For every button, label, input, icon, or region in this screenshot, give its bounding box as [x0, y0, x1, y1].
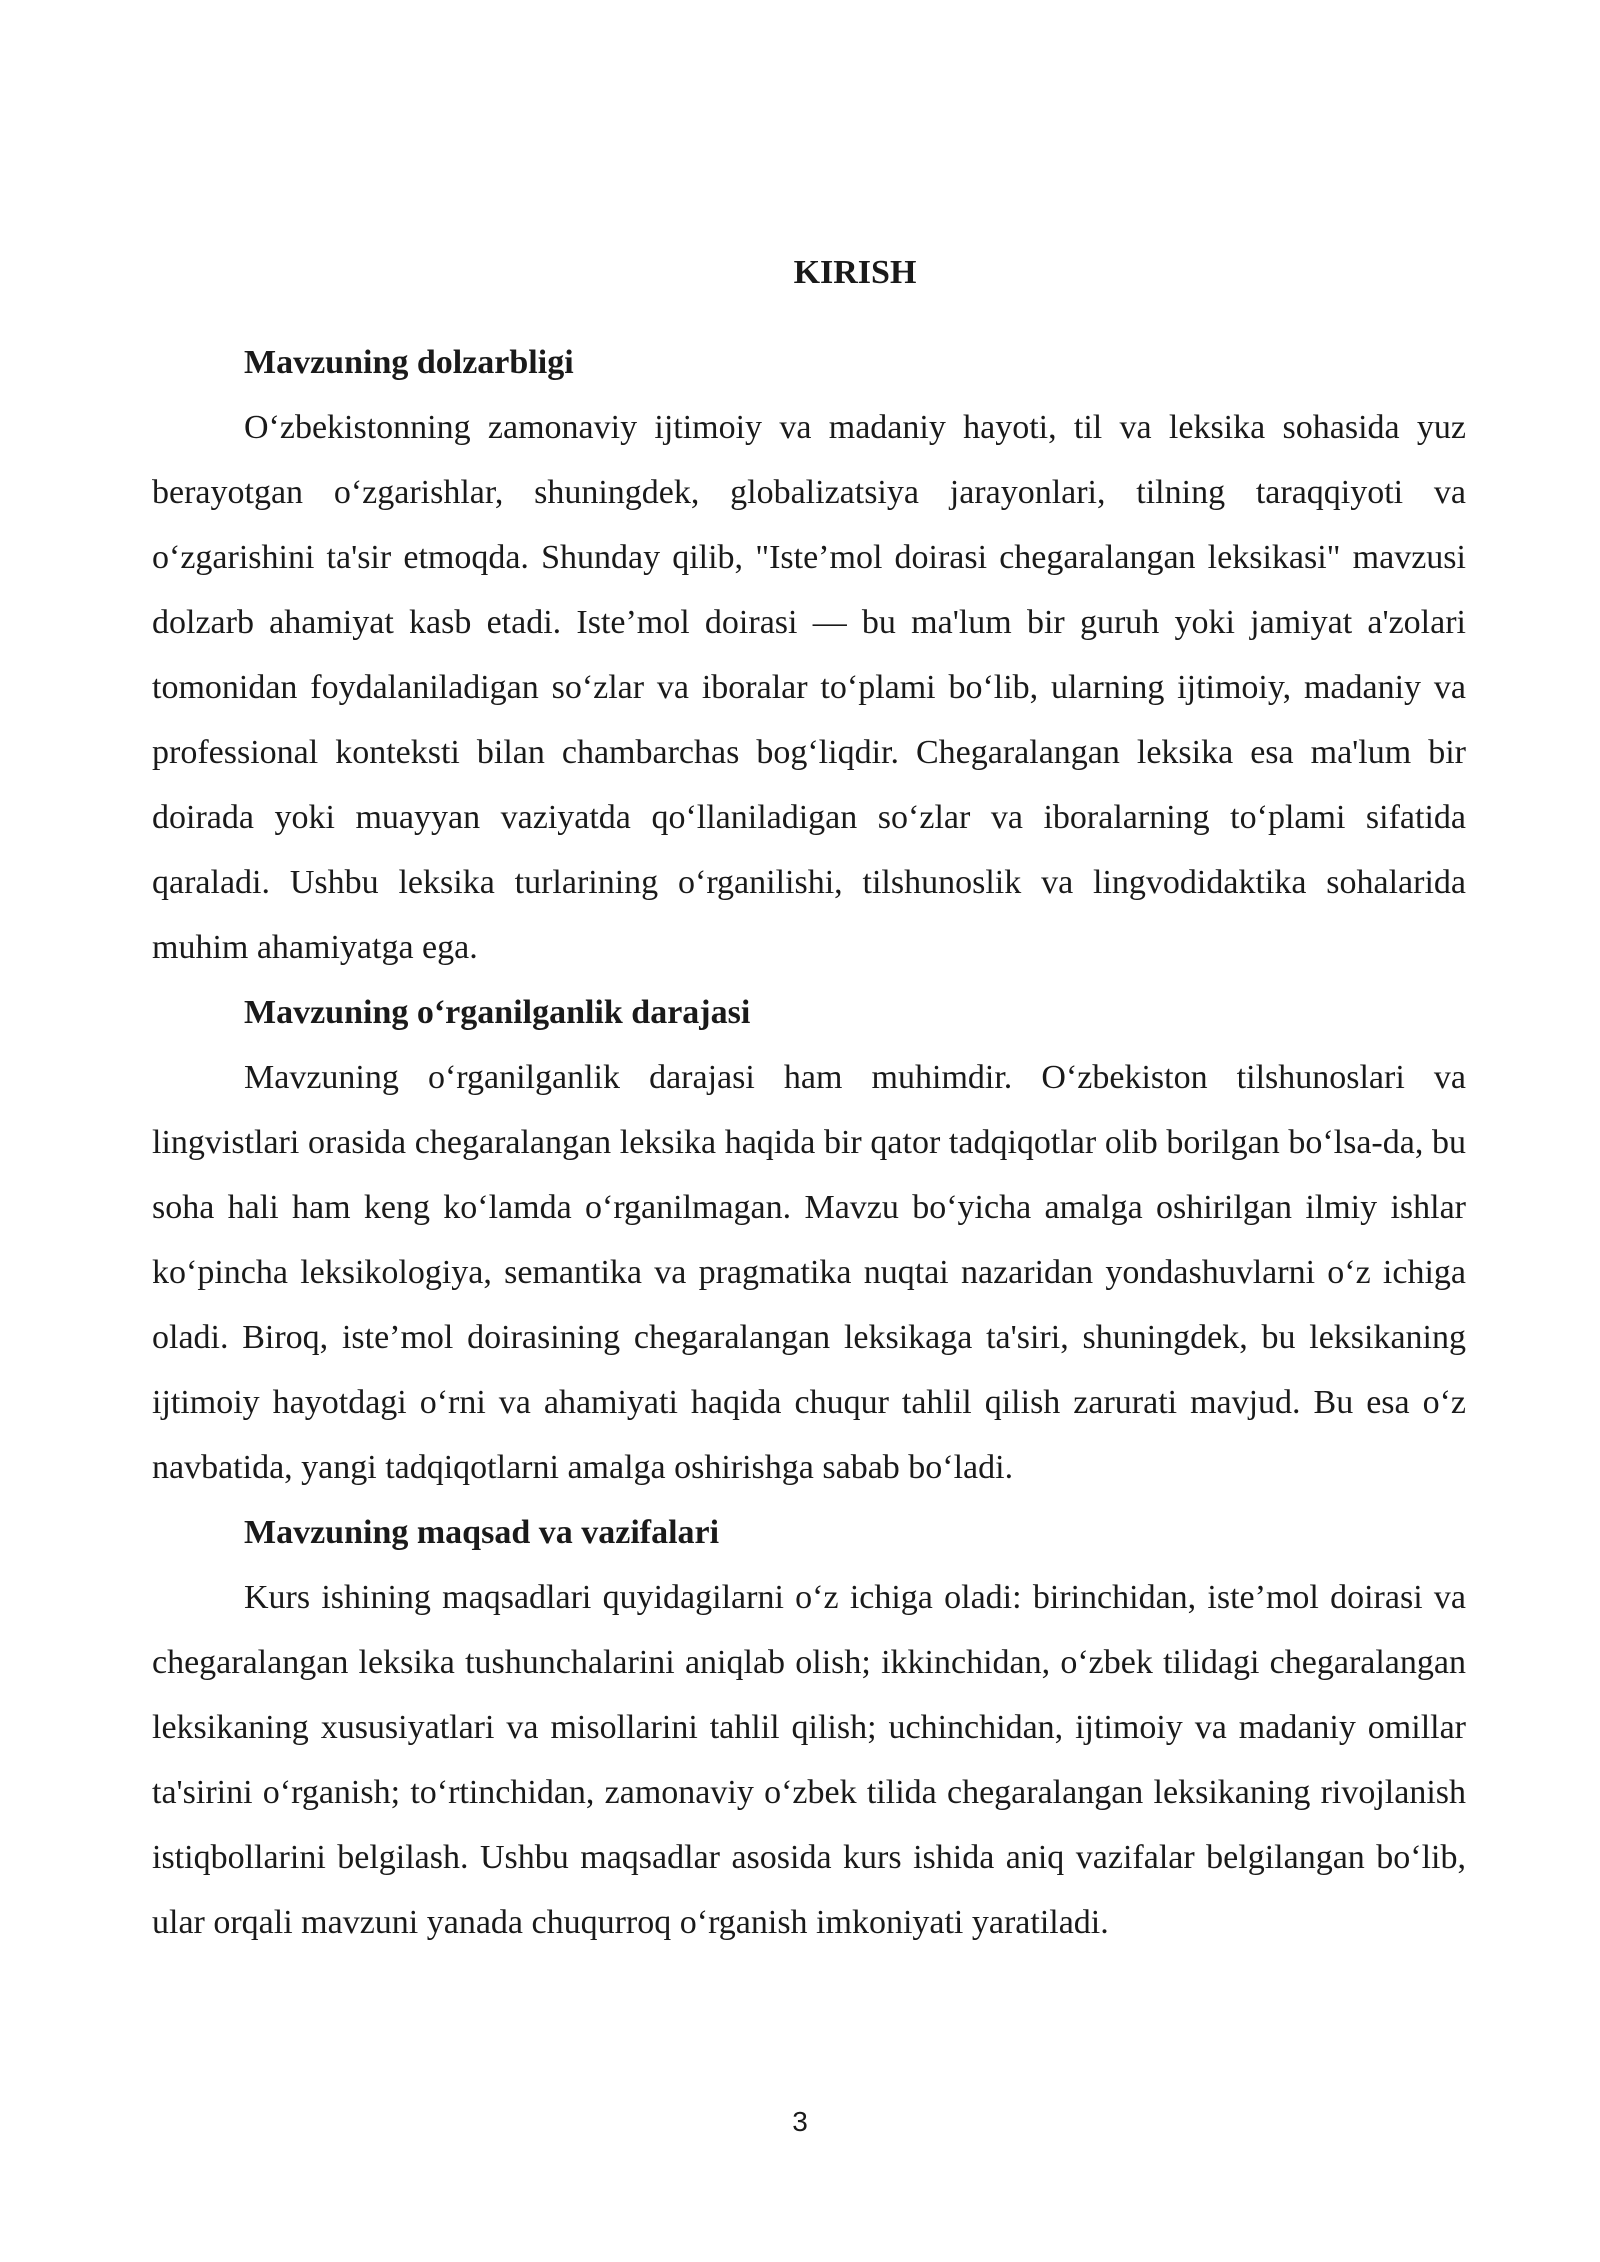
section-paragraph-study-level: Mavzuning o‘rganilganlik darajasi ham muhimdir. O‘zbekiston tilshunoslari va lingvistlari orasida chegaralangan leksika haqida bir qator tadqiqotlar olib borilgan bo‘lsa-da, bu soha hali ham keng ko‘lamda o‘rganilmagan. Mavzu bo‘yicha amalga oshirilgan ilmiy ishlar ko‘pincha leksikologiya, semantika va pragmatika nuqtai nazaridan yondashuvlarni o‘z ichiga oladi. Biroq, iste’mol doirasining chegaralangan leksikaga ta'siri, shuningdek, bu leksikaning ijtimoiy hayotdagi o‘rni va ahamiyati haqida chuqur tahlil qilish zarurati mavjud. Bu esa o‘z navbatida, yangi tadqiqotlarni amalga oshirishga sabab bo‘ladi.: [152, 1059, 1466, 1486]
page-content: [152, 240, 1466, 1955]
section-heading-relevance: Mavzuning dolzarbligi: [244, 344, 574, 381]
page-number: 3: [792, 2106, 808, 2137]
section-paragraph-relevance: O‘zbekistonning zamonaviy ijtimoiy va madaniy hayoti, til va leksika sohasida yuz berayotgan o‘zgarishlar, shuningdek, globalizatsiya jarayonlari, tilning taraqqiyoti va o‘zgarishini ta'sir etmoqda. Shunday qilib, "Iste’mol doirasi chegaralangan leksikasi" mavzusi dolzarb ahamiyat kasb etadi. Iste’mol doirasi — bu ma'lum bir guruh yoki jamiyat a'zolari tomonidan foydalaniladigan so‘zlar va iboralar to‘plami bo‘lib, ularning ijtimoiy, madaniy va professional konteksti bilan chambarchas bog‘liqdir. Chegaralangan leksika esa ma'lum bir doirada yoki muayyan vaziyatda qo‘llaniladigan so‘zlar va iboralarning to‘plami sifatida qaraladi. Ushbu leksika turlarining o‘rganilishi, tilshunoslik va lingvodidaktika sohalarida muhim ahamiyatga ega.: [152, 409, 1466, 966]
section-heading-goals: Mavzuning maqsad va vazifalari: [244, 1514, 720, 1551]
section-heading-study-level: Mavzuning o‘rganilganlik darajasi: [244, 994, 751, 1031]
page-title: KIRISH: [793, 254, 917, 291]
section-paragraph-goals: Kurs ishining maqsadlari quyidagilarni o‘z ichiga oladi: birinchidan, iste’mol doirasi va chegaralangan leksika tushunchalarini aniqlab olish; ikkinchidan, o‘zbek tilidagi chegaralangan leksikaning xususiyatlari va misollarini tahlil qilish; uchinchidan, ijtimoiy va madaniy omillar ta'sirini o‘rganish; to‘rtinchidan, zamonaviy o‘zbek tilida chegaralangan leksikaning rivojlanish istiqbollarini belgilash. Ushbu maqsadlar asosida kurs ishida aniq vazifalar belgilangan bo‘lib, ular orqali mavzuni yanada chuqurroq o‘rganish imkoniyati yaratiladi.: [152, 1579, 1466, 1941]
